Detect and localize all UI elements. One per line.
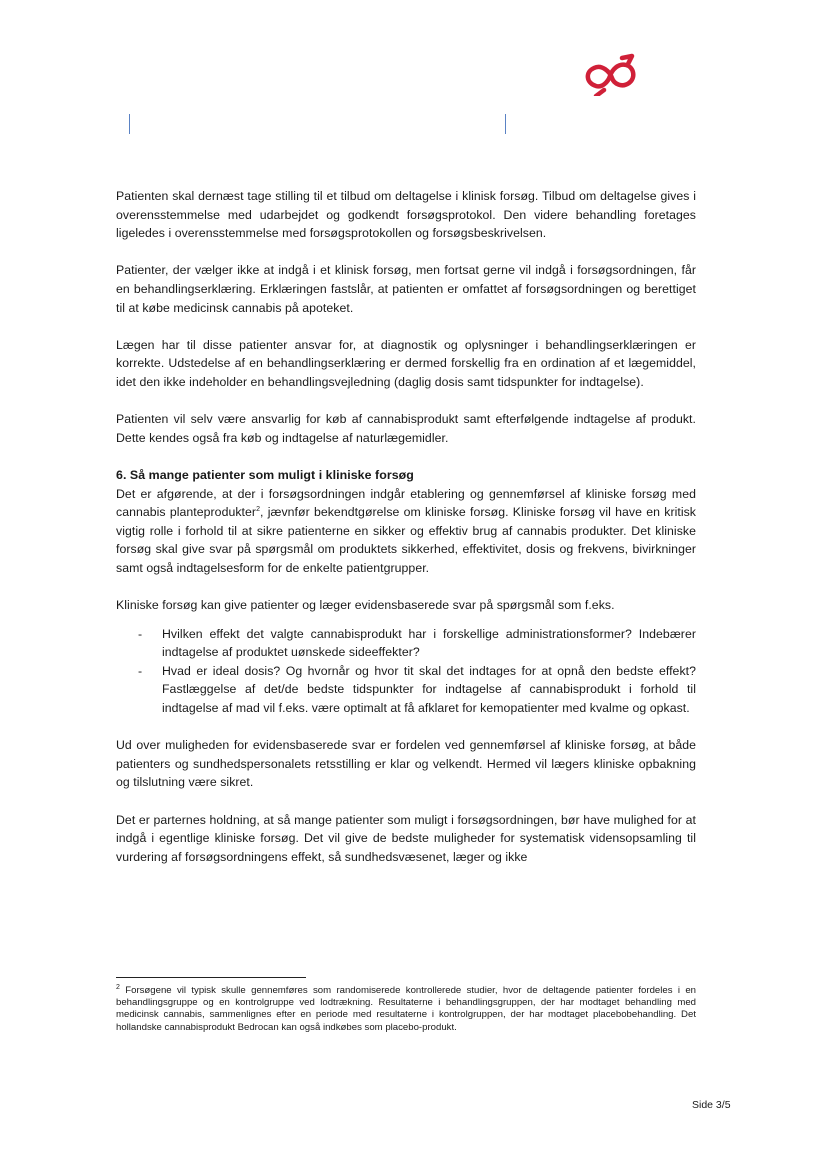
paragraph-parties-position: Det er parternes holdning, at så mange patienter som muligt i forsøgsordningen, bør have mulighed for at indgå i egentlige kliniske forsøg. Det vil give de bedste muligheder for systematisk vidensopsamling til vurdering af forsøgsordningens effekt, så sundhedsvæsenet, læger og ikke bbox=[116, 812, 696, 864]
paragraph-legal-clarity: Ud over muligheden for evidensbaserede svar er fordelen ved gennemførsel af kliniske forsøg, at både patienters og sundhedspersonalets retsstilling er klar og velkendt. Hermed vil lægers kliniske opbakning og tilslutning være sikret. bbox=[116, 738, 696, 790]
footnote-marker: 2 bbox=[116, 983, 120, 991]
paragraph-evidence-questions: Kliniske forsøg kan give patienter og læger evidensbaserede svar på spørgsmål som f.eks. bbox=[116, 598, 615, 613]
header-divider-left bbox=[129, 114, 130, 134]
serpent-logo-icon bbox=[582, 50, 640, 96]
page-number: Side 3/5 bbox=[692, 1099, 731, 1111]
question-list bbox=[116, 625, 696, 718]
section-heading: 6. Så mange patienter som muligt i kliniske forsøg bbox=[116, 467, 414, 482]
list-item: - Hvilken effekt det valgte cannabisprodukt har i forskellige administrationsformer? Indebærer indtagelse af produktet uønskede sideeffekter? bbox=[138, 626, 696, 660]
paragraph-trial-offer: Patienten skal dernæst tage stilling til et tilbud om deltagelse i klinisk forsøg. Tilbud om deltagelse gives i overensstemmelse med udarbejdet og godkendt forsøgsprotokol. Den videre behandling foretages ligeledes i overensstemmelse med forsøgsprotokollen og forsøgsbeskrivelsen. bbox=[116, 189, 696, 241]
paragraph-patient-responsibility: Patienten vil selv være ansvarlig for køb af cannabisprodukt samt efterfølgende indtagelse af produkt. Dette kendes også fra køb og indtagelse af naturlægemidler. bbox=[116, 412, 696, 445]
header-divider-right bbox=[505, 114, 506, 134]
list-item: - Hvad er ideal dosis? Og hvornår og hvor tit skal det indtages for at opnå den bedste effekt? Fastlæggelse af det/de bedste tidspunkter for indtagelse af cannabisprodukt i forhold til indtagelse af mad vil f.eks. være optimalt at få afklaret for kemopatienter med kvalme og opkast. bbox=[138, 663, 696, 716]
paragraph-declaration: Patienter, der vælger ikke at indgå i et klinisk forsøg, men fortsat gerne vil indgå i forsøgsordningen, får en behandlingserklæring. Erklæringen fastslår, at patienten er omfattet af forsøgsordningen og berettiget til at købe medicinsk cannabis på apoteket. bbox=[116, 263, 696, 315]
footnote-reference[interactable]: 2 bbox=[256, 506, 261, 513]
paragraph-doctor-responsibility: Lægen har til disse patienter ansvar for, at diagnostik og oplysninger i behandlingserklæringen er korrekte. Udstedelse af en behandlingserklæring er dermed forskellig fra en ordination af et lægemiddel, idet den ikke indeholder en behandlingsvejledning (daglig dosis samt tidspunkter for indtagelse). bbox=[116, 337, 696, 389]
paragraph-clinical-trials: Det er afgørende, at der i forsøgsordningen indgår etablering og gennemførsel af kliniske forsøg med cannabis planteprodukter$^2$, jævnfør bekendtgørelse om kliniske forsøg. Kliniske forsøg vil have en kritisk vigtig rolle i forhold til at sikre patienterne en sikker og effektiv brug af cannabis produkter. Det kliniske forsøg skal give svar på spørgsmål om produktets sikkerhed, effektivitet, dosis og frekvens, bivirkninger samt også indtagelsesform for de enkelte patientgrupper. bbox=[116, 486, 697, 575]
footnote-divider bbox=[116, 977, 306, 978]
document-body bbox=[116, 187, 696, 885]
footnote: $^2$ Forsøgene vil typisk skulle gennemføres som randomiserede kontrollerede studier, hvor de deltagende patienter fordeles i en behandlingsgruppe og en kontrolgruppe ved lodtrækning. Resultaterne i behandlingsgruppen, der har modtaget behandling med medicinsk cannabis, sammenlignes efter en periode med resultaterne i kontrolgruppen, der har modtaget placebobehandling. Det hollandske cannabisprodukt Bedrocan kan også indkøbes som placebo-produkt. bbox=[116, 983, 696, 1033]
